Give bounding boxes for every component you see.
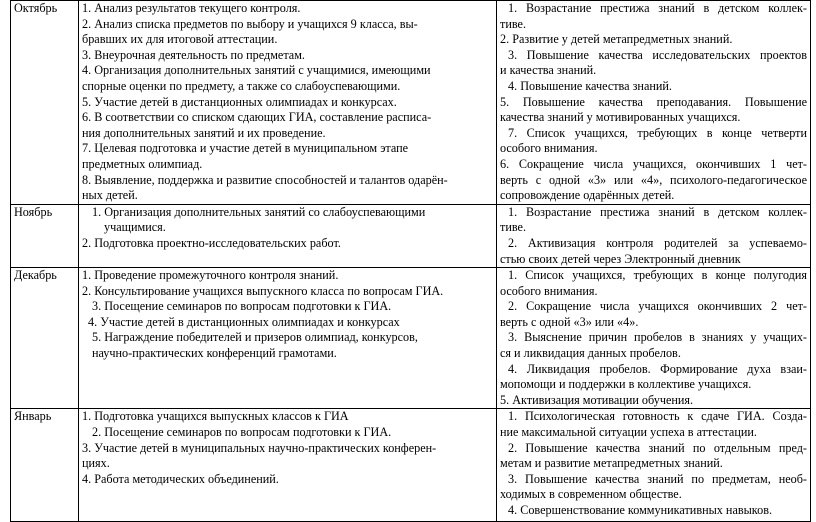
result-line: 3. Выяснение причин пробелов в знаниях у учащих-: [508, 330, 807, 345]
result-line: 1. Психологическая готовность к сдаче ГИА. Созда-: [508, 409, 807, 424]
activity-line: 6. В соответствии со списком сдающих ГИА, составление расписа-: [82, 110, 432, 125]
result-line: ся и ликвидация данных пробелов.: [500, 346, 681, 361]
activity-line: ных детей.: [82, 188, 138, 203]
result-line: 7. Список учащихся, требующих в конце четверти: [508, 125, 807, 140]
result-line: ние максимальной ситуации успеха в аттестации.: [500, 425, 757, 440]
activity-line: 2. Анализ списка предметов по выбору и учащихся 9 класса, вы-: [82, 16, 418, 31]
result-line: тиве.: [500, 220, 526, 235]
result-line: 6. Сокращение числа учащихся, окончивших 1 чет-: [500, 156, 807, 171]
result-line: 4. Ликвидация пробелов. Формирование духа взаи-: [508, 361, 807, 376]
activity-line: спорные оценки по предмету, а также со слабоуспевающими.: [82, 78, 401, 93]
activity-line: 5. Награждение победителей и призеров олимпиад, конкурсов,: [92, 330, 418, 345]
table-row: [11, 268, 811, 409]
result-line: 3. Повышение качества знаний по предметам, необ-: [508, 471, 807, 486]
activity-line: предметных олимпиад.: [82, 156, 203, 171]
result-line: 2. Сокращение числа учащихся окончивших 2 чет-: [508, 299, 807, 314]
activity-line: 1. Проведение промежуточного контроля знаний.: [82, 268, 339, 283]
work-cell: [79, 409, 497, 522]
activity-line: 1. Организация дополнительных занятий со слабоуспевающими: [92, 204, 426, 219]
result-line: 1. Список учащихся, требующих в конце полугодия: [508, 268, 807, 283]
activity-line: учащимися.: [104, 220, 166, 235]
table-row: [11, 1, 811, 205]
result-line: 4. Повышение качества знаний.: [508, 78, 672, 93]
result-line: особого внимания.: [500, 141, 598, 156]
month-cell: Ноябрь: [11, 204, 79, 267]
result-line: 2. Повышение качества знаний по отдельным пред-: [508, 440, 807, 455]
result-line: 4. Совершенствование коммуникативных навыков.: [508, 503, 772, 517]
activity-line: 3. Внеурочная деятельность по предметам.: [82, 47, 305, 62]
result-line: мопомощи и поддержки в коллективе учащихся.: [500, 377, 752, 392]
activity-line: ния дополнительных занятий и их проведение.: [82, 125, 326, 140]
activity-line: 2. Консультирование учащихся выпускного класса по вопросам ГИА.: [82, 283, 444, 298]
activity-line: 7. Целевая подготовка и участие детей в муниципальном этапе: [82, 141, 409, 156]
activity-line: 4. Участие детей в дистанционных олимпиадах и конкурсах: [88, 314, 400, 329]
activity-line: 8. Выявление, поддержка и развитие способностей и талантов одарён-: [82, 172, 448, 187]
result-line: качества знаний у мотивированных учащихся.: [500, 110, 741, 125]
activity-line: 5. Участие детей в дистанционных олимпиадах и конкурсах.: [82, 94, 397, 109]
activity-line: 4. Работа методических объединений.: [82, 471, 279, 486]
result-line: 1. Возрастание престижа знаний в детском коллек-: [508, 1, 807, 15]
table-row: [11, 409, 811, 522]
result-line: метам и развитие метапредметных знаний.: [500, 456, 723, 471]
result-line: 5. Повышение качества преподавания. Повышение: [500, 94, 807, 109]
activity-line: циях.: [82, 456, 110, 471]
result-line: и качества знаний.: [500, 63, 597, 78]
result-line: тиве.: [500, 16, 526, 31]
result-line: сопровождение одарённых детей.: [500, 188, 675, 203]
result-line: стью своих детей через Электронный дневник: [500, 251, 741, 266]
activity-line: 1. Анализ результатов текущего контроля.: [82, 1, 301, 15]
plan-table: [10, 0, 811, 522]
activity-line: 1. Подготовка учащихся выпускных классов к ГИА: [82, 409, 349, 424]
work-cell: [79, 1, 497, 205]
results-cell: [497, 409, 811, 522]
activity-line: 3. Посещение семинаров по вопросам подготовки к ГИА.: [92, 299, 392, 314]
month-cell: Январь: [11, 409, 79, 522]
result-line: 2. Активизация контроля родителей за успеваемо-: [508, 235, 807, 250]
results-cell: [497, 268, 811, 409]
results-cell: [497, 1, 811, 205]
result-line: 5. Активизация мотивации обучения.: [500, 392, 694, 407]
activity-line: бравших их для итоговой аттестации.: [82, 32, 278, 47]
activity-line: 3. Участие детей в муниципальных научно-практических конферен-: [82, 440, 437, 455]
table-row: [11, 204, 811, 267]
result-line: 3. Повышение качества исследовательских проектов: [508, 47, 807, 62]
result-line: верть с одной «3» или «4».: [500, 314, 639, 329]
result-line: верть с одной «3» или «4», психолого-педагогическое: [500, 172, 807, 187]
result-line: 1. Возрастание престижа знаний в детском коллек-: [508, 204, 807, 219]
activity-line: 2. Подготовка проектно-исследовательских работ.: [82, 235, 341, 250]
month-cell: Октябрь: [11, 1, 79, 205]
result-line: ходимых в современном обществе.: [500, 487, 682, 502]
activity-line: научно-практических конференций грамотами.: [92, 346, 337, 361]
activity-line: 2. Посещение семинаров по вопросам подготовки к ГИА.: [92, 425, 392, 440]
result-line: особого внимания.: [500, 283, 598, 298]
month-cell: Декабрь: [11, 268, 79, 409]
work-cell: [79, 268, 497, 409]
work-cell: [79, 204, 497, 267]
results-cell: [497, 204, 811, 267]
result-line: 2. Развитие у детей метапредметных знаний.: [500, 32, 733, 47]
activity-line: 4. Организация дополнительных занятий с учащимися, имеющими: [82, 63, 431, 78]
